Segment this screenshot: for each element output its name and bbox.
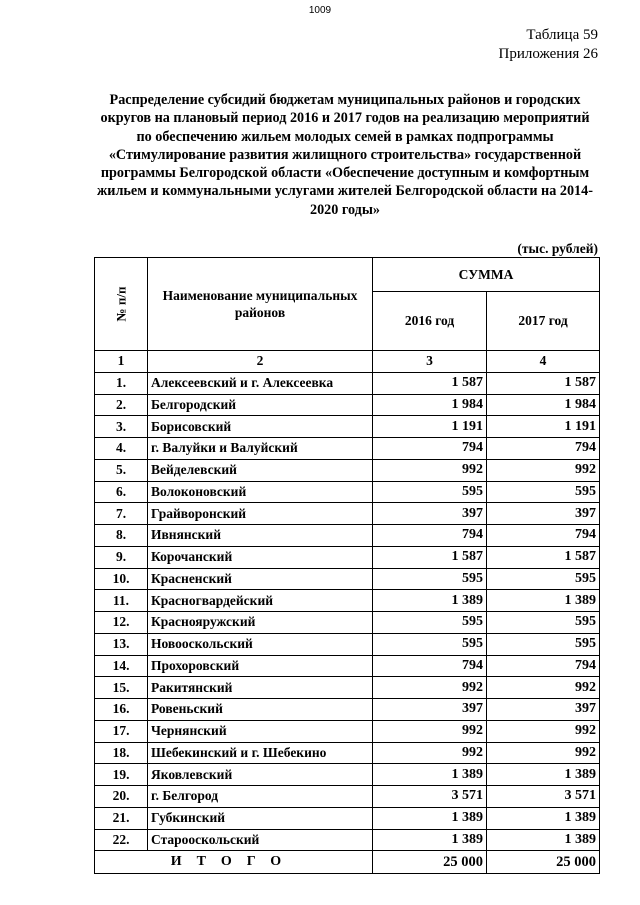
- value-2017: 992: [487, 742, 600, 764]
- row-number: 11.: [95, 590, 148, 612]
- value-2017: 1 389: [487, 764, 600, 786]
- district-name: Яковлевский: [148, 764, 373, 786]
- table-row: [95, 546, 600, 568]
- value-2017: 595: [487, 481, 600, 503]
- row-number: 14.: [95, 655, 148, 677]
- row-number: 5.: [95, 459, 148, 481]
- table-row: [95, 481, 600, 503]
- table-row: [95, 394, 600, 416]
- district-name: Грайворонский: [148, 503, 373, 525]
- value-2017: 1 984: [487, 394, 600, 416]
- value-2017: 992: [487, 459, 600, 481]
- district-name: Старооскольский: [148, 829, 373, 851]
- value-2017: 1 389: [487, 829, 600, 851]
- table-row: [95, 372, 600, 394]
- table-row: [95, 590, 600, 612]
- value-2017: 397: [487, 503, 600, 525]
- value-2016: 1 389: [373, 807, 487, 829]
- row-number: 19.: [95, 764, 148, 786]
- district-name: Борисовский: [148, 416, 373, 438]
- district-name: Шебекинский и г. Шебекино: [148, 742, 373, 764]
- value-2016: 992: [373, 677, 487, 699]
- table-label: Таблица 59: [526, 27, 598, 43]
- district-name: Ивнянский: [148, 525, 373, 547]
- value-2016: 992: [373, 459, 487, 481]
- table-row: [95, 699, 600, 721]
- table-row: [95, 829, 600, 851]
- table-row: [95, 416, 600, 438]
- title-line: жильем и коммунальными услугами жителей Белгородской области на 2014-: [97, 183, 593, 200]
- title-line: 2020 годы»: [309, 201, 381, 218]
- row-number: 10.: [95, 568, 148, 590]
- row-number: 6.: [95, 481, 148, 503]
- value-2017: 1 389: [487, 807, 600, 829]
- total-2016: 25 000: [373, 851, 487, 874]
- district-name: Белгородский: [148, 394, 373, 416]
- row-number: 13.: [95, 633, 148, 655]
- district-name: Волоконовский: [148, 481, 373, 503]
- value-2017: 992: [487, 720, 600, 742]
- row-number: 8.: [95, 525, 148, 547]
- value-2016: 1 389: [373, 764, 487, 786]
- title-line: по обеспечению жильем молодых семей в рамках подпрограммы: [136, 128, 554, 145]
- table-row: [95, 764, 600, 786]
- district-name: Ровеньский: [148, 699, 373, 721]
- district-name: Чернянский: [148, 720, 373, 742]
- value-2016: 595: [373, 612, 487, 634]
- row-number: 1.: [95, 372, 148, 394]
- column-number: 4: [487, 351, 600, 373]
- table-row: [95, 612, 600, 634]
- table-row: [95, 633, 600, 655]
- column-number-row: [95, 351, 600, 373]
- district-name: г. Валуйки и Валуйский: [148, 438, 373, 460]
- row-number: 17.: [95, 720, 148, 742]
- name-column-header: Наименование муниципальных районов: [148, 258, 373, 351]
- total-row: [95, 851, 600, 874]
- column-number: 3: [373, 351, 487, 373]
- district-name: Алексеевский и г. Алексеевка: [148, 372, 373, 394]
- value-2017: 794: [487, 525, 600, 547]
- subsidies-table: [94, 257, 600, 874]
- total-label: ИТОГО: [95, 851, 373, 874]
- district-name: Красногвардейский: [148, 590, 373, 612]
- district-name: г. Белгород: [148, 786, 373, 808]
- title-line: Распределение субсидий бюджетам муниципальных районов и городских: [109, 92, 581, 108]
- document-header: [499, 26, 599, 64]
- title-line: округов на плановый период 2016 и 2017 годов на реализацию мероприятий: [100, 110, 590, 127]
- value-2016: 1 389: [373, 829, 487, 851]
- row-number: 20.: [95, 786, 148, 808]
- value-2016: 397: [373, 699, 487, 721]
- value-2016: 794: [373, 655, 487, 677]
- row-number: 18.: [95, 742, 148, 764]
- value-2016: 794: [373, 525, 487, 547]
- table-header-row: [95, 258, 600, 292]
- column-number: 1: [95, 351, 148, 373]
- total-2017: 25 000: [487, 851, 600, 874]
- value-2016: 595: [373, 481, 487, 503]
- table-body: [95, 351, 600, 851]
- district-name: Красненский: [148, 568, 373, 590]
- value-2017: 3 571: [487, 786, 600, 808]
- district-name: Ракитянский: [148, 677, 373, 699]
- value-2016: 1 389: [373, 590, 487, 612]
- row-number: 16.: [95, 699, 148, 721]
- column-number: 2: [148, 351, 373, 373]
- value-2017: 1 587: [487, 372, 600, 394]
- value-2017: 1 587: [487, 546, 600, 568]
- row-number: 12.: [95, 612, 148, 634]
- page-number: 1009: [308, 5, 332, 16]
- year-2016-header: 2016 год: [373, 292, 487, 351]
- table-row: [95, 438, 600, 460]
- appendix-label: Приложения 26: [498, 46, 598, 62]
- district-name: Прохоровский: [148, 655, 373, 677]
- table-row: [95, 568, 600, 590]
- value-2017: 595: [487, 612, 600, 634]
- value-2016: 1 587: [373, 372, 487, 394]
- document-title: [80, 91, 610, 219]
- row-number: 15.: [95, 677, 148, 699]
- row-number: 22.: [95, 829, 148, 851]
- district-name: Новооскольский: [148, 633, 373, 655]
- value-2016: 992: [373, 720, 487, 742]
- district-name: Краснояружский: [148, 612, 373, 634]
- value-2016: 1 587: [373, 546, 487, 568]
- value-2016: 1 191: [373, 416, 487, 438]
- value-2017: 595: [487, 568, 600, 590]
- index-header-label: № п/п: [113, 286, 128, 322]
- units-label: (тыс. рублей): [517, 241, 598, 256]
- table-row: [95, 503, 600, 525]
- value-2016: 992: [373, 742, 487, 764]
- value-2017: 794: [487, 655, 600, 677]
- value-2016: 794: [373, 438, 487, 460]
- district-name: Губкинский: [148, 807, 373, 829]
- row-number: 9.: [95, 546, 148, 568]
- value-2016: 1 984: [373, 394, 487, 416]
- year-2017-header: 2017 год: [487, 292, 600, 351]
- index-column-header: [95, 258, 148, 351]
- row-number: 3.: [95, 416, 148, 438]
- row-number: 4.: [95, 438, 148, 460]
- value-2017: 1 389: [487, 590, 600, 612]
- row-number: 21.: [95, 807, 148, 829]
- value-2017: 794: [487, 438, 600, 460]
- title-line: программы Белгородской области «Обеспечение доступным и комфортным: [100, 165, 590, 182]
- value-2016: 595: [373, 568, 487, 590]
- district-name: Вейделевский: [148, 459, 373, 481]
- value-2016: 3 571: [373, 786, 487, 808]
- table-row: [95, 459, 600, 481]
- value-2016: 397: [373, 503, 487, 525]
- district-name: Корочанский: [148, 546, 373, 568]
- table-row: [95, 677, 600, 699]
- table-row: [95, 655, 600, 677]
- row-number: 2.: [95, 394, 148, 416]
- value-2017: 1 191: [487, 416, 600, 438]
- value-2017: 992: [487, 677, 600, 699]
- table-row: [95, 786, 600, 808]
- sum-group-header: СУММА: [373, 258, 600, 292]
- table-row: [95, 525, 600, 547]
- table-row: [95, 742, 600, 764]
- value-2017: 397: [487, 699, 600, 721]
- table-row: [95, 807, 600, 829]
- title-line: «Стимулирование развития жилищного строительства» государственной: [108, 146, 582, 163]
- value-2017: 595: [487, 633, 600, 655]
- table-row: [95, 720, 600, 742]
- value-2016: 595: [373, 633, 487, 655]
- row-number: 7.: [95, 503, 148, 525]
